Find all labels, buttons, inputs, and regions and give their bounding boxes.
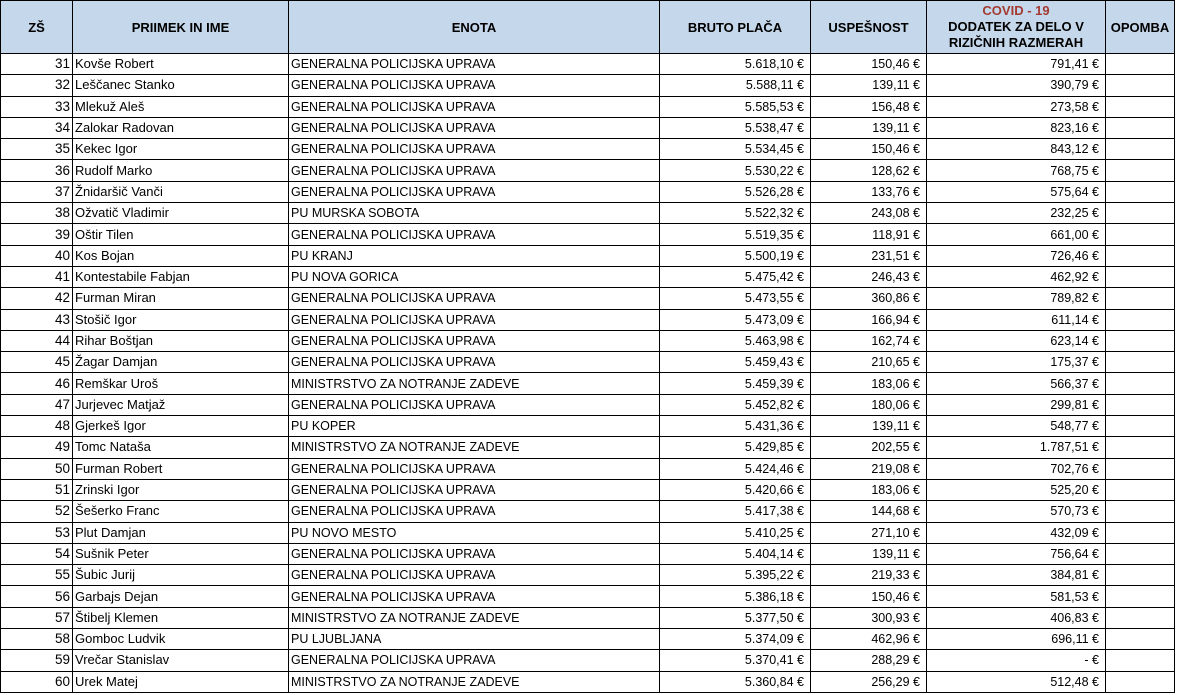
table-row	[1, 671, 1175, 692]
cell-zs: 43	[1, 309, 73, 330]
cell-uspesnost: 150,46 €	[811, 586, 927, 607]
cell-opomba	[1106, 160, 1175, 181]
cell-covid: 232,25 €	[927, 203, 1106, 224]
table-row	[1, 75, 1175, 96]
table-row	[1, 522, 1175, 543]
cell-unit: GENERALNA POLICIJSKA UPRAVA	[289, 565, 660, 586]
cell-bruto: 5.459,43 €	[660, 352, 811, 373]
header-covid-title: COVID - 19	[982, 3, 1050, 18]
cell-name: Furman Miran	[73, 288, 289, 309]
cell-opomba	[1106, 181, 1175, 202]
cell-opomba	[1106, 650, 1175, 671]
cell-name: Šešerko Franc	[73, 501, 289, 522]
cell-bruto: 5.410,25 €	[660, 522, 811, 543]
cell-name: Furman Robert	[73, 458, 289, 479]
cell-uspesnost: 219,33 €	[811, 565, 927, 586]
cell-covid: 789,82 €	[927, 288, 1106, 309]
cell-name: Šubic Jurij	[73, 565, 289, 586]
cell-opomba	[1106, 309, 1175, 330]
table-row	[1, 394, 1175, 415]
cell-bruto: 5.538,47 €	[660, 117, 811, 138]
cell-bruto: 5.522,32 €	[660, 203, 811, 224]
cell-uspesnost: 180,06 €	[811, 394, 927, 415]
cell-zs: 44	[1, 330, 73, 351]
cell-unit: GENERALNA POLICIJSKA UPRAVA	[289, 501, 660, 522]
cell-opomba	[1106, 266, 1175, 287]
cell-opomba	[1106, 245, 1175, 266]
cell-unit: PU KOPER	[289, 416, 660, 437]
cell-name: Leščanec Stanko	[73, 75, 289, 96]
cell-covid: 406,83 €	[927, 607, 1106, 628]
cell-zs: 54	[1, 543, 73, 564]
cell-opomba	[1106, 373, 1175, 394]
cell-covid: 525,20 €	[927, 479, 1106, 500]
cell-opomba	[1106, 203, 1175, 224]
cell-uspesnost: 231,51 €	[811, 245, 927, 266]
cell-opomba	[1106, 671, 1175, 692]
table-row	[1, 629, 1175, 650]
table-row	[1, 416, 1175, 437]
table-row	[1, 501, 1175, 522]
table-row	[1, 96, 1175, 117]
cell-name: Kontestabile Fabjan	[73, 266, 289, 287]
table-row	[1, 352, 1175, 373]
cell-bruto: 5.618,10 €	[660, 54, 811, 75]
cell-zs: 36	[1, 160, 73, 181]
cell-unit: PU NOVO MESTO	[289, 522, 660, 543]
cell-unit: MINISTRSTVO ZA NOTRANJE ZADEVE	[289, 671, 660, 692]
cell-name: Štibelj Klemen	[73, 607, 289, 628]
cell-zs: 33	[1, 96, 73, 117]
cell-zs: 50	[1, 458, 73, 479]
cell-uspesnost: 133,76 €	[811, 181, 927, 202]
cell-name: Gomboc Ludvik	[73, 629, 289, 650]
cell-uspesnost: 246,43 €	[811, 266, 927, 287]
cell-bruto: 5.386,18 €	[660, 586, 811, 607]
cell-opomba	[1106, 394, 1175, 415]
cell-uspesnost: 219,08 €	[811, 458, 927, 479]
cell-bruto: 5.431,36 €	[660, 416, 811, 437]
cell-zs: 48	[1, 416, 73, 437]
header-unit: ENOTA	[289, 1, 660, 54]
cell-opomba	[1106, 607, 1175, 628]
cell-unit: GENERALNA POLICIJSKA UPRAVA	[289, 75, 660, 96]
cell-opomba	[1106, 139, 1175, 160]
table-row	[1, 288, 1175, 309]
cell-covid: 768,75 €	[927, 160, 1106, 181]
table-row	[1, 458, 1175, 479]
cell-opomba	[1106, 479, 1175, 500]
cell-covid: 581,53 €	[927, 586, 1106, 607]
cell-bruto: 5.370,41 €	[660, 650, 811, 671]
cell-covid: 756,64 €	[927, 543, 1106, 564]
cell-zs: 40	[1, 245, 73, 266]
cell-uspesnost: 256,29 €	[811, 671, 927, 692]
cell-covid: 791,41 €	[927, 54, 1106, 75]
cell-bruto: 5.463,98 €	[660, 330, 811, 351]
cell-uspesnost: 144,68 €	[811, 501, 927, 522]
cell-uspesnost: 462,96 €	[811, 629, 927, 650]
cell-unit: PU LJUBLJANA	[289, 629, 660, 650]
cell-bruto: 5.377,50 €	[660, 607, 811, 628]
cell-unit: GENERALNA POLICIJSKA UPRAVA	[289, 543, 660, 564]
table-row	[1, 650, 1175, 671]
table-row	[1, 543, 1175, 564]
table-body	[1, 54, 1175, 693]
cell-name: Rudolf Marko	[73, 160, 289, 181]
cell-zs: 49	[1, 437, 73, 458]
cell-zs: 56	[1, 586, 73, 607]
header-opomba: OPOMBA	[1106, 1, 1175, 54]
cell-bruto: 5.374,09 €	[660, 629, 811, 650]
cell-bruto: 5.473,55 €	[660, 288, 811, 309]
cell-zs: 46	[1, 373, 73, 394]
cell-opomba	[1106, 54, 1175, 75]
cell-bruto: 5.519,35 €	[660, 224, 811, 245]
cell-covid: 299,81 €	[927, 394, 1106, 415]
cell-zs: 60	[1, 671, 73, 692]
cell-covid: - €	[927, 650, 1106, 671]
cell-zs: 34	[1, 117, 73, 138]
cell-opomba	[1106, 224, 1175, 245]
cell-uspesnost: 128,62 €	[811, 160, 927, 181]
table-row	[1, 245, 1175, 266]
cell-covid: 1.787,51 €	[927, 437, 1106, 458]
cell-name: Kekec Igor	[73, 139, 289, 160]
table-row	[1, 117, 1175, 138]
cell-bruto: 5.429,85 €	[660, 437, 811, 458]
cell-bruto: 5.395,22 €	[660, 565, 811, 586]
cell-bruto: 5.534,45 €	[660, 139, 811, 160]
cell-zs: 41	[1, 266, 73, 287]
table-row	[1, 181, 1175, 202]
cell-unit: GENERALNA POLICIJSKA UPRAVA	[289, 96, 660, 117]
cell-covid: 432,09 €	[927, 522, 1106, 543]
cell-name: Gjerkeš Igor	[73, 416, 289, 437]
cell-covid: 512,48 €	[927, 671, 1106, 692]
cell-opomba	[1106, 352, 1175, 373]
cell-bruto: 5.404,14 €	[660, 543, 811, 564]
cell-name: Stošič Igor	[73, 309, 289, 330]
cell-unit: GENERALNA POLICIJSKA UPRAVA	[289, 54, 660, 75]
cell-name: Mlekuž Aleš	[73, 96, 289, 117]
cell-opomba	[1106, 416, 1175, 437]
cell-name: Remškar Uroš	[73, 373, 289, 394]
cell-uspesnost: 139,11 €	[811, 75, 927, 96]
cell-zs: 42	[1, 288, 73, 309]
cell-uspesnost: 162,74 €	[811, 330, 927, 351]
cell-unit: MINISTRSTVO ZA NOTRANJE ZADEVE	[289, 373, 660, 394]
table-row	[1, 54, 1175, 75]
cell-unit: PU NOVA GORICA	[289, 266, 660, 287]
cell-zs: 51	[1, 479, 73, 500]
cell-opomba	[1106, 96, 1175, 117]
cell-zs: 37	[1, 181, 73, 202]
table-row	[1, 373, 1175, 394]
cell-unit: GENERALNA POLICIJSKA UPRAVA	[289, 330, 660, 351]
cell-zs: 47	[1, 394, 73, 415]
cell-zs: 52	[1, 501, 73, 522]
table-row	[1, 224, 1175, 245]
cell-bruto: 5.360,84 €	[660, 671, 811, 692]
cell-uspesnost: 210,65 €	[811, 352, 927, 373]
cell-zs: 59	[1, 650, 73, 671]
cell-name: Kovše Robert	[73, 54, 289, 75]
cell-bruto: 5.585,53 €	[660, 96, 811, 117]
cell-covid: 566,37 €	[927, 373, 1106, 394]
cell-covid: 726,46 €	[927, 245, 1106, 266]
cell-zs: 55	[1, 565, 73, 586]
table-row	[1, 309, 1175, 330]
cell-unit: GENERALNA POLICIJSKA UPRAVA	[289, 181, 660, 202]
cell-bruto: 5.526,28 €	[660, 181, 811, 202]
table-row	[1, 203, 1175, 224]
cell-opomba	[1106, 565, 1175, 586]
cell-bruto: 5.417,38 €	[660, 501, 811, 522]
cell-unit: GENERALNA POLICIJSKA UPRAVA	[289, 288, 660, 309]
header-covid-subtitle: DODATEK ZA DELO V RIZIČNIH RAZMERAH	[948, 19, 1084, 50]
cell-zs: 31	[1, 54, 73, 75]
header-zs: ZŠ	[1, 1, 73, 54]
cell-name: Zrinski Igor	[73, 479, 289, 500]
cell-uspesnost: 150,46 €	[811, 139, 927, 160]
cell-name: Oštir Tilen	[73, 224, 289, 245]
cell-unit: GENERALNA POLICIJSKA UPRAVA	[289, 352, 660, 373]
cell-unit: GENERALNA POLICIJSKA UPRAVA	[289, 479, 660, 500]
cell-bruto: 5.424,46 €	[660, 458, 811, 479]
cell-zs: 39	[1, 224, 73, 245]
cell-opomba	[1106, 75, 1175, 96]
table-row	[1, 479, 1175, 500]
cell-uspesnost: 183,06 €	[811, 373, 927, 394]
cell-unit: MINISTRSTVO ZA NOTRANJE ZADEVE	[289, 437, 660, 458]
cell-covid: 462,92 €	[927, 266, 1106, 287]
cell-opomba	[1106, 522, 1175, 543]
cell-unit: GENERALNA POLICIJSKA UPRAVA	[289, 650, 660, 671]
cell-covid: 623,14 €	[927, 330, 1106, 351]
cell-uspesnost: 243,08 €	[811, 203, 927, 224]
cell-covid: 702,76 €	[927, 458, 1106, 479]
cell-uspesnost: 288,29 €	[811, 650, 927, 671]
cell-name: Zalokar Radovan	[73, 117, 289, 138]
cell-opomba	[1106, 501, 1175, 522]
cell-covid: 575,64 €	[927, 181, 1106, 202]
cell-name: Žnidaršič Vanči	[73, 181, 289, 202]
table-row	[1, 565, 1175, 586]
cell-covid: 661,00 €	[927, 224, 1106, 245]
cell-bruto: 5.475,42 €	[660, 266, 811, 287]
cell-uspesnost: 118,91 €	[811, 224, 927, 245]
cell-opomba	[1106, 437, 1175, 458]
cell-name: Kos Bojan	[73, 245, 289, 266]
cell-uspesnost: 360,86 €	[811, 288, 927, 309]
cell-unit: MINISTRSTVO ZA NOTRANJE ZADEVE	[289, 607, 660, 628]
cell-bruto: 5.420,66 €	[660, 479, 811, 500]
header-uspesnost: USPEŠNOST	[811, 1, 927, 54]
cell-name: Tomc Nataša	[73, 437, 289, 458]
cell-bruto: 5.588,11 €	[660, 75, 811, 96]
header-name: PRIIMEK IN IME	[73, 1, 289, 54]
cell-bruto: 5.500,19 €	[660, 245, 811, 266]
cell-covid: 384,81 €	[927, 565, 1106, 586]
cell-uspesnost: 202,55 €	[811, 437, 927, 458]
cell-zs: 58	[1, 629, 73, 650]
cell-opomba	[1106, 117, 1175, 138]
cell-uspesnost: 139,11 €	[811, 543, 927, 564]
cell-name: Urek Matej	[73, 671, 289, 692]
cell-opomba	[1106, 543, 1175, 564]
cell-covid: 570,73 €	[927, 501, 1106, 522]
cell-uspesnost: 183,06 €	[811, 479, 927, 500]
cell-covid: 175,37 €	[927, 352, 1106, 373]
cell-opomba	[1106, 288, 1175, 309]
cell-unit: GENERALNA POLICIJSKA UPRAVA	[289, 394, 660, 415]
cell-zs: 35	[1, 139, 73, 160]
cell-uspesnost: 156,48 €	[811, 96, 927, 117]
cell-covid: 611,14 €	[927, 309, 1106, 330]
cell-covid: 823,16 €	[927, 117, 1106, 138]
table-row	[1, 160, 1175, 181]
cell-covid: 273,58 €	[927, 96, 1106, 117]
cell-zs: 45	[1, 352, 73, 373]
header-covid	[927, 1, 1106, 54]
cell-unit: PU KRANJ	[289, 245, 660, 266]
cell-name: Garbajs Dejan	[73, 586, 289, 607]
cell-zs: 38	[1, 203, 73, 224]
cell-zs: 53	[1, 522, 73, 543]
cell-zs: 57	[1, 607, 73, 628]
table-row	[1, 586, 1175, 607]
cell-opomba	[1106, 586, 1175, 607]
cell-uspesnost: 300,93 €	[811, 607, 927, 628]
cell-unit: GENERALNA POLICIJSKA UPRAVA	[289, 139, 660, 160]
cell-covid: 696,11 €	[927, 629, 1106, 650]
cell-covid: 548,77 €	[927, 416, 1106, 437]
table-row	[1, 139, 1175, 160]
cell-unit: GENERALNA POLICIJSKA UPRAVA	[289, 309, 660, 330]
cell-opomba	[1106, 629, 1175, 650]
cell-name: Plut Damjan	[73, 522, 289, 543]
cell-unit: GENERALNA POLICIJSKA UPRAVA	[289, 117, 660, 138]
table-row	[1, 607, 1175, 628]
cell-bruto: 5.530,22 €	[660, 160, 811, 181]
cell-name: Rihar Boštjan	[73, 330, 289, 351]
cell-uspesnost: 166,94 €	[811, 309, 927, 330]
cell-bruto: 5.473,09 €	[660, 309, 811, 330]
cell-covid: 390,79 €	[927, 75, 1106, 96]
table-row	[1, 437, 1175, 458]
cell-unit: PU MURSKA SOBOTA	[289, 203, 660, 224]
cell-uspesnost: 150,46 €	[811, 54, 927, 75]
cell-name: Žagar Damjan	[73, 352, 289, 373]
cell-unit: GENERALNA POLICIJSKA UPRAVA	[289, 224, 660, 245]
cell-name: Jurjevec Matjaž	[73, 394, 289, 415]
cell-uspesnost: 271,10 €	[811, 522, 927, 543]
cell-name: Sušnik Peter	[73, 543, 289, 564]
cell-bruto: 5.459,39 €	[660, 373, 811, 394]
cell-unit: GENERALNA POLICIJSKA UPRAVA	[289, 160, 660, 181]
cell-bruto: 5.452,82 €	[660, 394, 811, 415]
header-bruto: BRUTO PLAČA	[660, 1, 811, 54]
cell-zs: 32	[1, 75, 73, 96]
cell-uspesnost: 139,11 €	[811, 416, 927, 437]
cell-opomba	[1106, 458, 1175, 479]
cell-opomba	[1106, 330, 1175, 351]
cell-uspesnost: 139,11 €	[811, 117, 927, 138]
cell-name: Ožvatič Vladimir	[73, 203, 289, 224]
table-row	[1, 330, 1175, 351]
table-row	[1, 266, 1175, 287]
cell-name: Vrečar Stanislav	[73, 650, 289, 671]
cell-covid: 843,12 €	[927, 139, 1106, 160]
header-row	[1, 1, 1175, 54]
cell-unit: GENERALNA POLICIJSKA UPRAVA	[289, 586, 660, 607]
cell-unit: GENERALNA POLICIJSKA UPRAVA	[289, 458, 660, 479]
